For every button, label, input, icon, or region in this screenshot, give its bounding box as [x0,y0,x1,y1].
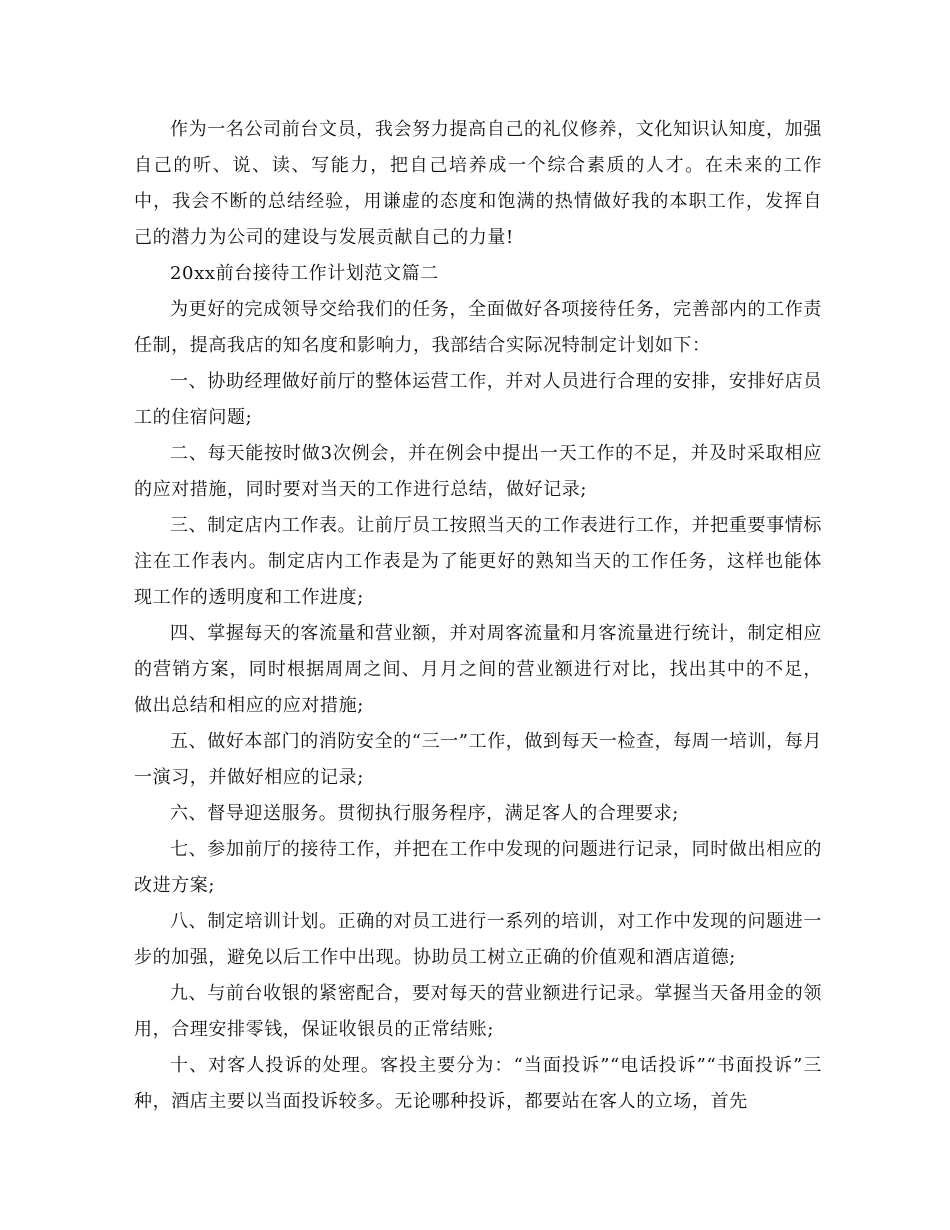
list-item-4: 四、掌握每天的客流量和营业额，并对周客流量和月客流量进行统计，制定相应的营销方案，同时根据周周之间、月月之间的营业额进行对比，找出其中的不足，做出总结和相应的应对措施; [134,623,822,716]
list-item-8: 八、制定培训计划。正确的对员工进行一系列的培训，对工作中发现的问题进一步的加强，避免以后工作中出现。协助员工树立正确的价值观和酒店道德; [134,911,822,968]
list-item-2: 二、每天能按时做3次例会，并在例会中提出一天工作的不足，并及时采取相应的应对措施，同时要对当天的工作进行总结，做好记录; [134,443,822,500]
list-item-9: 九、与前台收银的紧密配合，要对每天的营业额进行记录。掌握当天备用金的领用，合理安排零钱，保证收银员的正常结账; [134,983,822,1040]
list-item-3: 三、制定店内工作表。让前厅员工按照当天的工作表进行工作，并把重要事情标注在工作表内。制定店内工作表是为了能更好的熟知当天的工作任务，这样也能体现工作的透明度和工作进度; [134,515,822,608]
list-item-1: 一、协助经理做好前厅的整体运营工作，并对人员进行合理的安排，安排好店员工的住宿问题; [134,371,822,428]
paragraph-intro-conclusion: 作为一名公司前台文员，我会努力提高自己的礼仪修养，文化知识认知度，加强自己的听、说、读、写能力，把自己培养成一个综合素质的人才。在未来的工作中，我会不断的总结经验，用谦虚的态度和饱满的热情做好我的本职工作，发挥自己的潜力为公司的建设与发展贡献自己的力量! [134,119,822,248]
list-item-5: 五、做好本部门的消防安全的“三一”工作，做到每天一检查，每周一培训，每月一演习，并做好相应的记录; [134,731,823,788]
list-item-7: 七、参加前厅的接待工作，并把在工作中发现的问题进行记录，同时做出相应的改进方案; [134,839,822,896]
paragraph-plan-intro: 为更好的完成领导交给我们的任务，全面做好各项接待任务，完善部内的工作责任制，提高我店的知名度和影响力，我部结合实际况特制定计划如下： [134,299,822,356]
section-heading: 20xx前台接待工作计划范文篇二 [170,263,439,284]
document-body [134,112,822,1120]
list-item-6: 六、督导迎送服务。贯彻执行服务程序，满足客人的合理要求; [170,803,679,824]
list-item-10: 十、对客人投诉的处理。客投主要分为：“当面投诉”“电话投诉”“书面投诉”三种，酒店主要以当面投诉较多。无论哪种投诉，都要站在客人的立场，首先 [134,1055,822,1112]
